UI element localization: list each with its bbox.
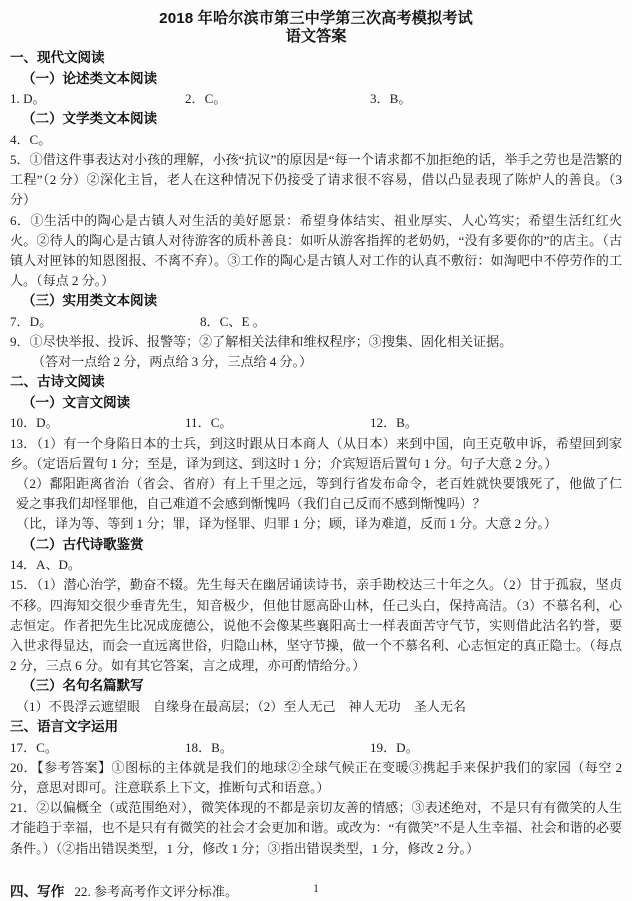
answer-13-part1: 13．（1）有一个身陷日本的士兵，到这时跟从日本商人（从日本）来到中国，向王克敬申诉，希望回到家乡。（定语后置句 1 分；至是，译为到这、到这时 1 分；介宾短语后置句 1 分。句子大意 2 分。） [10, 435, 622, 471]
section-heading-modern-reading: 一、现代文阅读 [10, 50, 105, 65]
answer-20: 20．【参考答案】①图标的主体就是我们的地球②全球气候正在变暖③携起手来保护我们的家园（每空 2 分，意思对即可。注意联系上下文，推断句式和语意。） [10, 759, 622, 795]
answer-14: 14．A、D。 [10, 557, 81, 573]
page-number: 1 [313, 883, 319, 895]
answer-21: 21．②以偏概全（或范围绝对），微笑体现的不都是亲切友善的情感；③表述绝对，不是只有有微笑的人生才能趋于幸福，也不是只有有微笑的社会才会更加和谐。或改为：“有微笑”不是人生幸福、社会和谐的必要条件。）（②指出错误类型，1 分，修改 1 分；③指出错误类型，1 分，修改 2 分。） [10, 800, 622, 856]
answer-row-17-19 [10, 738, 622, 758]
answer-16: （1）不畏浮云遮望眼 自缘身在最高层；（2）至人无己 神人无功 圣人无名 [16, 698, 466, 714]
subsection-heading-recitation: （三）名句名篇默写 [22, 678, 144, 694]
page-subtitle: 语文答案 [285, 28, 347, 45]
answer-19: 19．D。 [370, 739, 419, 755]
answer-9-note: （答对一点给 2 分，两点给 3 分，三点给 4 分。） [32, 354, 313, 370]
answer-9: 9．①尽快举报、投诉、报警等；②了解相关法律和维权程序；③搜集、固化相关证据。 [10, 334, 513, 350]
answer-5: 5．①借这件事表达对小孩的理解，小孩“抗议”的原因是“每一个请求都不加拒绝的话，举手之劳也是浩繁的工程”（2 分）②深化主旨，老人在这种情况下仍接受了请求很不容易，借以凸显表现了陈炉人的善良。（3 分） [10, 151, 622, 208]
answer-7: 7．D。 [10, 313, 53, 329]
answer-8: 8．C、E 。 [200, 313, 266, 329]
subsection-heading-classical-prose: （一）文言文阅读 [22, 394, 130, 410]
subsection-heading-poetry-appreciation: （二）古代诗歌鉴赏 [22, 536, 144, 552]
answer-22: 22. 参考高考作文评分标准。 [74, 883, 239, 899]
answer-13-note: （比，译为等、等到 1 分；罪，译为怪罪、归罪 1 分；顾，译为难道，反而 1 分。大意 2 分。） [16, 516, 557, 532]
section-heading-language-usage: 三、语言文字运用 [10, 719, 118, 735]
answer-18: 18．B。 [185, 739, 234, 755]
page-title: 2018 年哈尔滨市第三中学第三次高考模拟考试 [159, 10, 473, 27]
section-heading-writing: 四、写作 [10, 883, 65, 899]
answer-row-10-12 [10, 413, 622, 433]
answer-17: 17．C。 [10, 739, 59, 755]
answer-6: 6．①生活中的陶心是古镇人对生活的美好愿景：希望身体结实、祖业厚实、人心笃实；希望生活红红火火。②待人的陶心是古镇人对待游客的质朴善良：如听从游客指挥的老奶奶，“没有多要你的”的店主。（古镇人对匣钵的知恩图报、不离不弃）。③工作的陶心是古镇人对工作的认真不敷衍：如淘吧中不停劳作的工人。（每点 2 分。） [10, 212, 622, 289]
subsection-heading-argumentative: （一）论述类文本阅读 [22, 70, 157, 86]
answer-row-1-3 [10, 89, 622, 109]
answer-2: 2．C。 [185, 91, 227, 106]
answer-3: 3．B。 [370, 91, 412, 106]
answer-11: 11．C。 [185, 415, 233, 431]
answer-1: 1. D。 [10, 91, 46, 106]
answer-12: 12．B。 [370, 415, 419, 431]
subsection-heading-literary: （二）文学类文本阅读 [22, 111, 157, 127]
answer-row-7-8 [10, 312, 622, 332]
answer-4: 4．C。 [10, 131, 52, 147]
answer-13-part2: （2）鄱阳距离省治（省会、省府）有上千里之远，等到行省发布命令，老百姓就快要饿死了，他做了仁爱之事我们却怪罪他，自己难道不会感到惭愧吗（我们自己反而不感到惭愧吗）？ [16, 476, 622, 512]
section-heading-classical-reading: 二、古诗文阅读 [10, 374, 105, 390]
subsection-heading-practical: （三）实用类文本阅读 [22, 293, 157, 309]
answer-10: 10．D。 [10, 415, 59, 431]
answer-15: 15．（1）潜心治学，勤奋不辍。先生每天在幽居诵读诗书，亲手勘校达三十年之久。（2）甘于孤寂，坚贞不移。四海知交很少垂青先生，知音极少，但他甘愿高卧山林，任己头白，保持高洁。（3）不慕名利，心志恒定。作者把先生比况成庞德公，说他不会像某些襄阳高士一样表面苦守气节，实则借此沽名钓誉，要入世求得显达，而会一直远离世俗，归隐山林，坚守节操，做一个不慕名利、心志恒定的真正隐士。（每点 2 分，三点 6 分。如有其它答案，言之成理，亦可酌情给分。） [10, 577, 622, 674]
